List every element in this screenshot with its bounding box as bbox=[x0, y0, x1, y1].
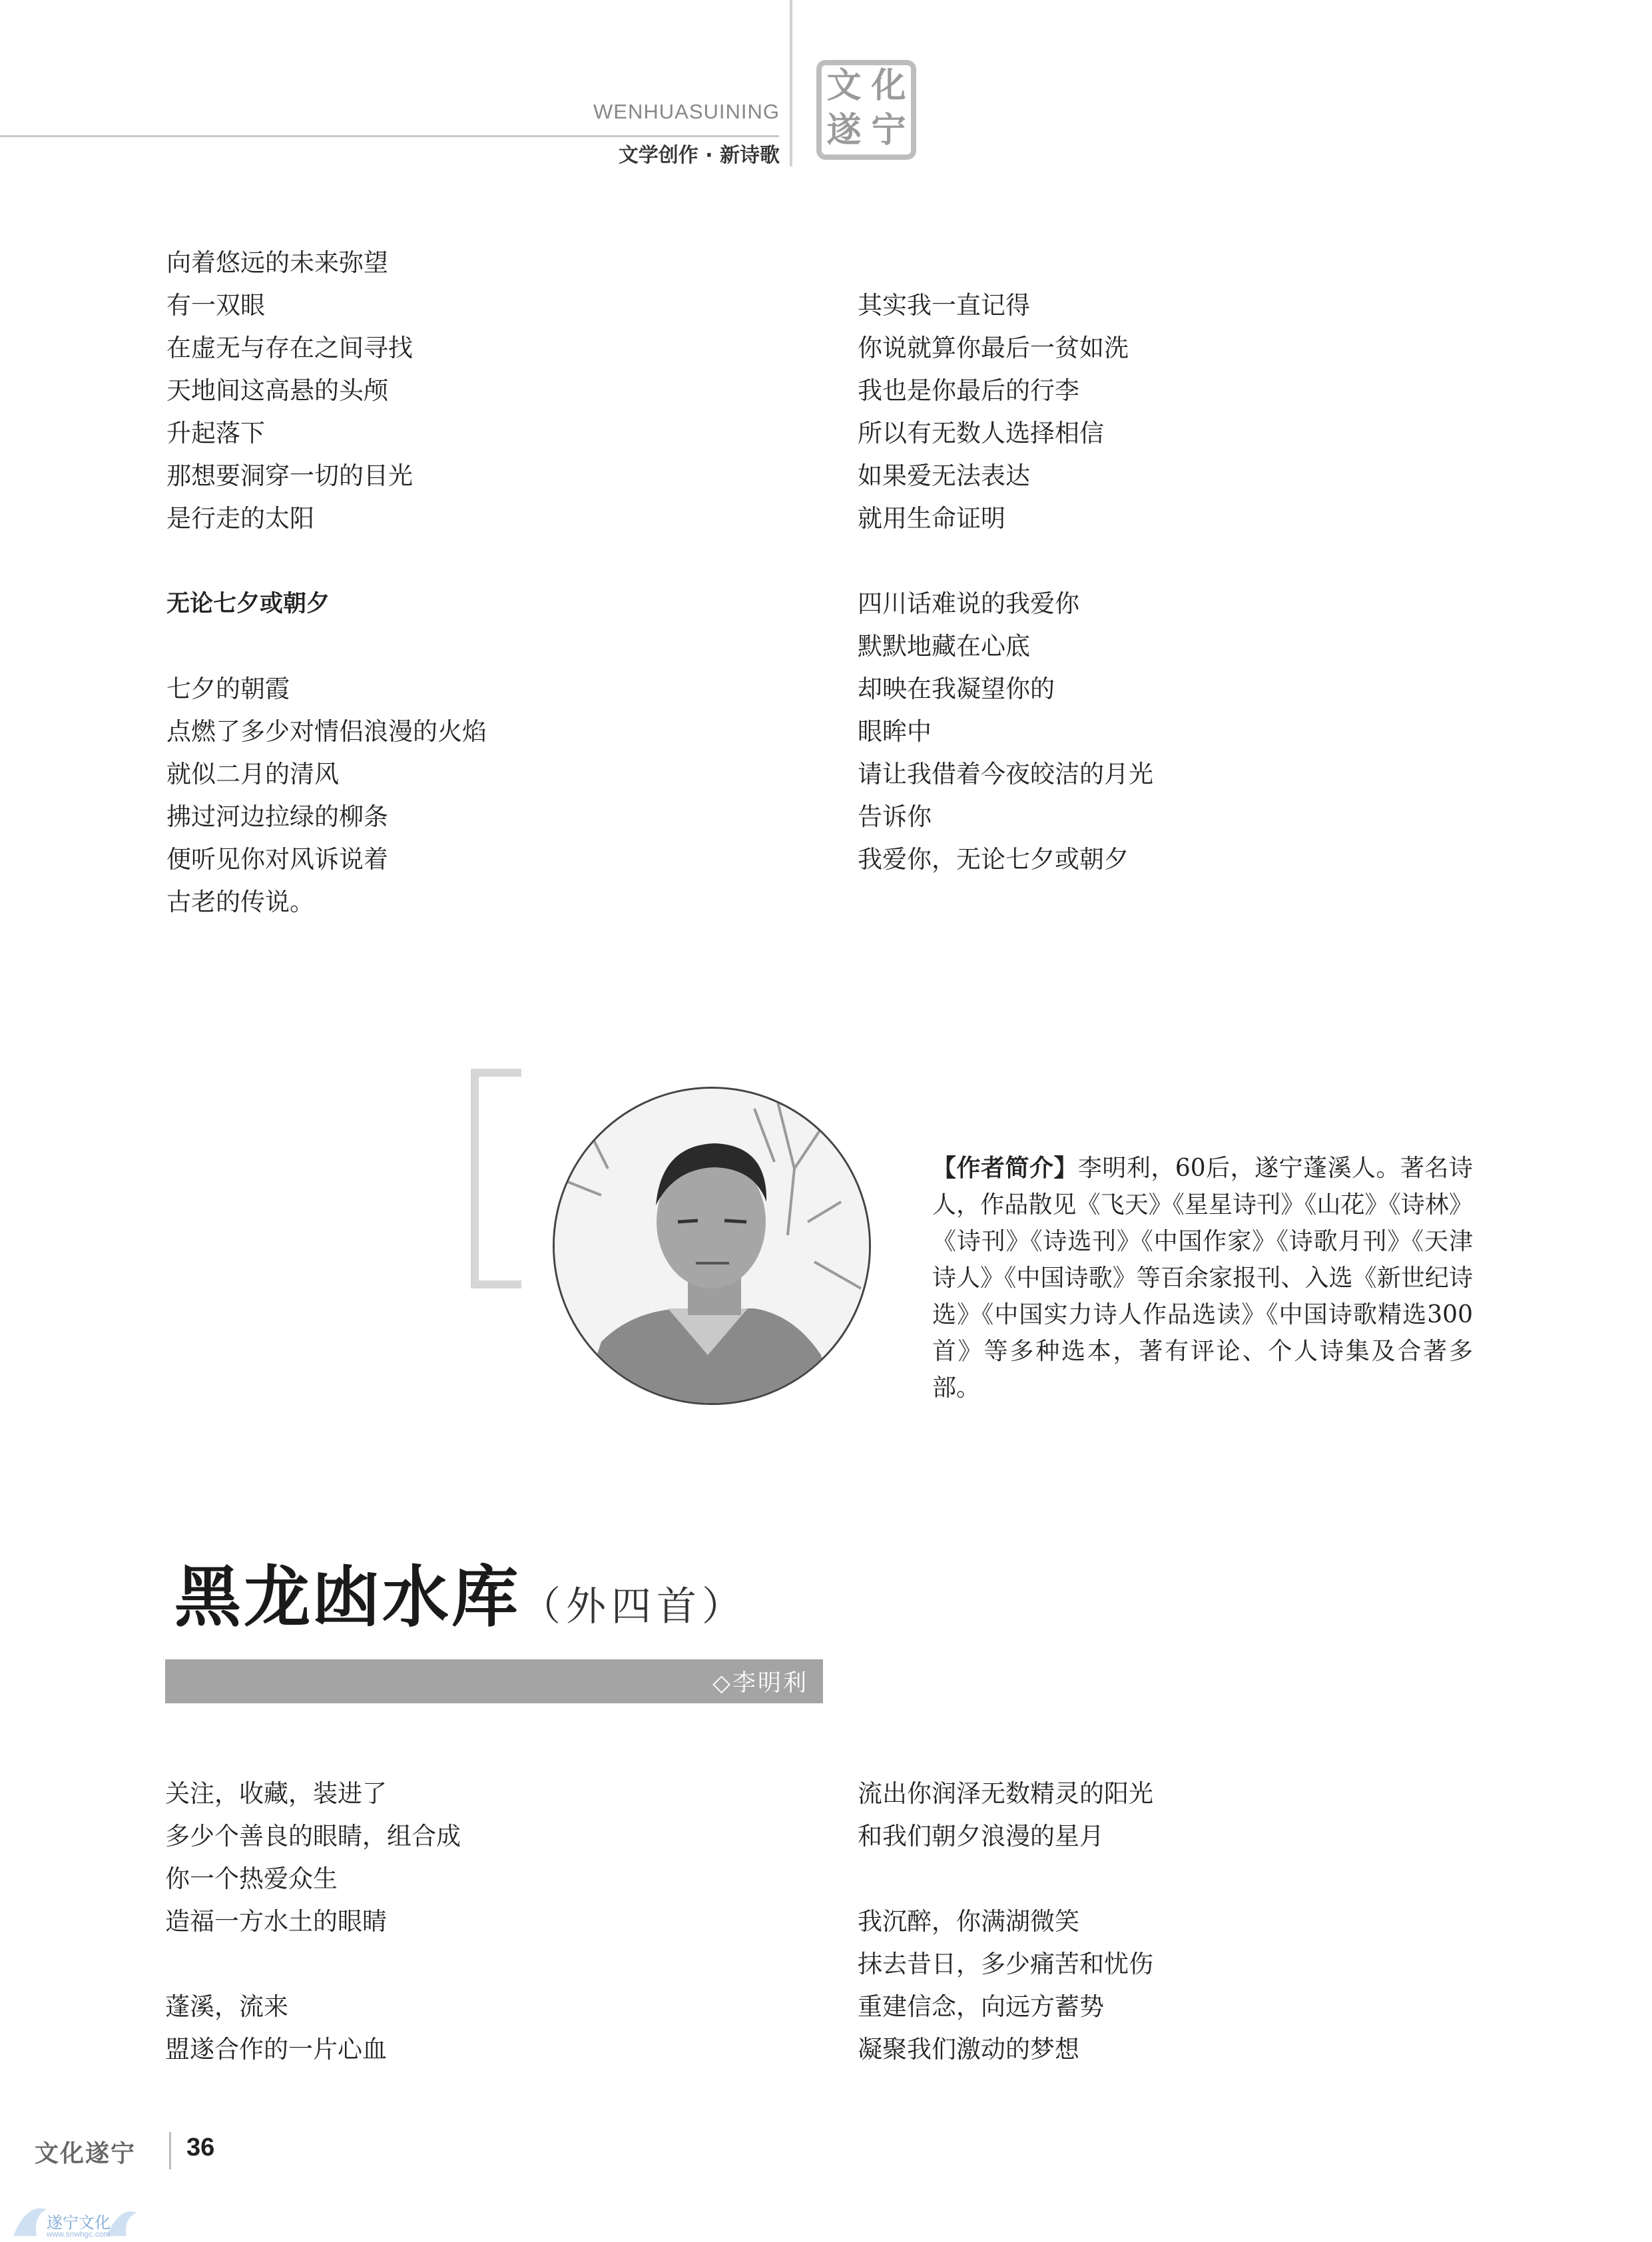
poem-line: 有一双眼 bbox=[166, 291, 265, 320]
watermark-url: www.snwhgc.com bbox=[47, 2229, 111, 2239]
poem-line: 便听见你对风诉说着 bbox=[166, 845, 388, 874]
poem-line: 告诉你 bbox=[858, 802, 932, 831]
section-label: 文学创作 · 新诗歌 bbox=[618, 144, 780, 167]
seal-char: 化 bbox=[871, 65, 906, 106]
decorative-bracket bbox=[471, 1069, 521, 1288]
poem-title bbox=[174, 1543, 747, 1639]
poem-line: 我爱你，无论七夕或朝夕 bbox=[858, 845, 1129, 874]
poem-line: 抹去昔日，多少痛苦和忧伤 bbox=[858, 1950, 1153, 1978]
poem-line: 流出你润泽无数精灵的阳光 bbox=[858, 1779, 1153, 1808]
seal-char: 宁 bbox=[871, 110, 906, 150]
magazine-seal-logo bbox=[816, 60, 916, 160]
poem-line: 所以有无数人选择相信 bbox=[858, 419, 1104, 447]
poem-line: 古老的传说。 bbox=[166, 888, 314, 916]
poem-line: 盟遂合作的一片心血 bbox=[165, 2035, 387, 2064]
poem-line: 天地间这高悬的头颅 bbox=[166, 376, 388, 405]
author-photo bbox=[553, 1087, 871, 1405]
poem-line: 四川话难说的我爱你 bbox=[858, 589, 1079, 618]
poem-line: 和我们朝夕浪漫的星月 bbox=[858, 1822, 1104, 1850]
poem-subtitle: 无论七夕或朝夕 bbox=[166, 591, 330, 617]
poem2-left-column bbox=[165, 1773, 461, 2071]
header-rule bbox=[0, 135, 779, 137]
poem1-right-column bbox=[858, 284, 1153, 881]
poem-line: 就似二月的清风 bbox=[166, 760, 339, 788]
bio-text: 李明利，60后，遂宁蓬溪人。著名诗人，作品散见《飞天》《星星诗刊》《山花》《诗林》《诗刊》《诗选刊》《中国作家》《诗歌月刊》《天津诗人》《中国诗歌》等百余家报刊、入选《新世纪诗选》《中国实力诗人作品选读》《中国诗歌精选300首》等多种选本，著有评论、个人诗集及合著多部。 bbox=[932, 1155, 1473, 1402]
poem-line: 如果爱无法表达 bbox=[858, 461, 1030, 490]
poem-line: 重建信念，向远方蓄势 bbox=[858, 1992, 1104, 2021]
poem-line: 请让我借着今夜皎洁的月光 bbox=[858, 760, 1153, 788]
magazine-name-en: WENHUASUINING bbox=[593, 100, 780, 123]
header-divider bbox=[790, 0, 792, 166]
poem-line: 却映在我凝望你的 bbox=[858, 675, 1055, 703]
poem-line: 七夕的朝霞 bbox=[166, 675, 290, 703]
author-portrait-illustration bbox=[555, 1089, 869, 1403]
poem1-left-column bbox=[166, 242, 487, 924]
watermark-text: 遂宁文化 bbox=[47, 2213, 111, 2232]
poem-line: 多少个善良的眼睛，组合成 bbox=[165, 1822, 461, 1850]
byline-author: ◇李明利 bbox=[712, 1670, 808, 1697]
poem-line: 默默地藏在心底 bbox=[858, 632, 1030, 661]
poem-line: 那想要洞穿一切的目光 bbox=[166, 461, 413, 490]
poem-line: 关注，收藏，装进了 bbox=[165, 1779, 387, 1808]
poem-line: 升起落下 bbox=[166, 419, 265, 447]
poem-line: 是行走的太阳 bbox=[166, 504, 314, 533]
poem-line: 点燃了多少对情侣浪漫的火焰 bbox=[166, 717, 487, 746]
author-bio bbox=[932, 1150, 1473, 1406]
footer-divider bbox=[169, 2132, 171, 2169]
poem-line: 拂过河边拉绿的柳条 bbox=[166, 802, 388, 831]
seal-char: 遂 bbox=[826, 110, 862, 150]
poem-line: 向着悠远的未来弥望 bbox=[166, 248, 388, 277]
poem-line: 凝聚我们激动的梦想 bbox=[858, 2035, 1079, 2064]
page-number: 36 bbox=[186, 2133, 215, 2161]
poem-line: 你说就算你最后一贫如洗 bbox=[858, 334, 1129, 362]
poem2-right-column bbox=[858, 1773, 1153, 2071]
poem-title-main: 黑龙凼水库 bbox=[174, 1557, 521, 1636]
poem-line: 我沉醉，你满湖微笑 bbox=[858, 1907, 1079, 1936]
poem-line: 眼眸中 bbox=[858, 717, 932, 746]
poem-line: 造福一方水土的眼睛 bbox=[165, 1907, 387, 1936]
bio-label: 【作者简介】 bbox=[932, 1155, 1078, 1182]
poem-line: 你一个热爱众生 bbox=[165, 1864, 338, 1893]
poem-title-sub: （外四首） bbox=[521, 1583, 747, 1630]
poem-line: 就用生命证明 bbox=[858, 504, 1005, 533]
byline-bar bbox=[165, 1659, 823, 1703]
poem-line: 我也是你最后的行李 bbox=[858, 376, 1079, 405]
footer-magazine-name: 文化遂宁 bbox=[35, 2139, 137, 2167]
poem-line: 在虚无与存在之间寻找 bbox=[166, 334, 413, 362]
poem-line: 其实我一直记得 bbox=[858, 291, 1030, 320]
poem-line: 蓬溪，流来 bbox=[165, 1992, 288, 2021]
seal-char: 文 bbox=[826, 65, 862, 106]
